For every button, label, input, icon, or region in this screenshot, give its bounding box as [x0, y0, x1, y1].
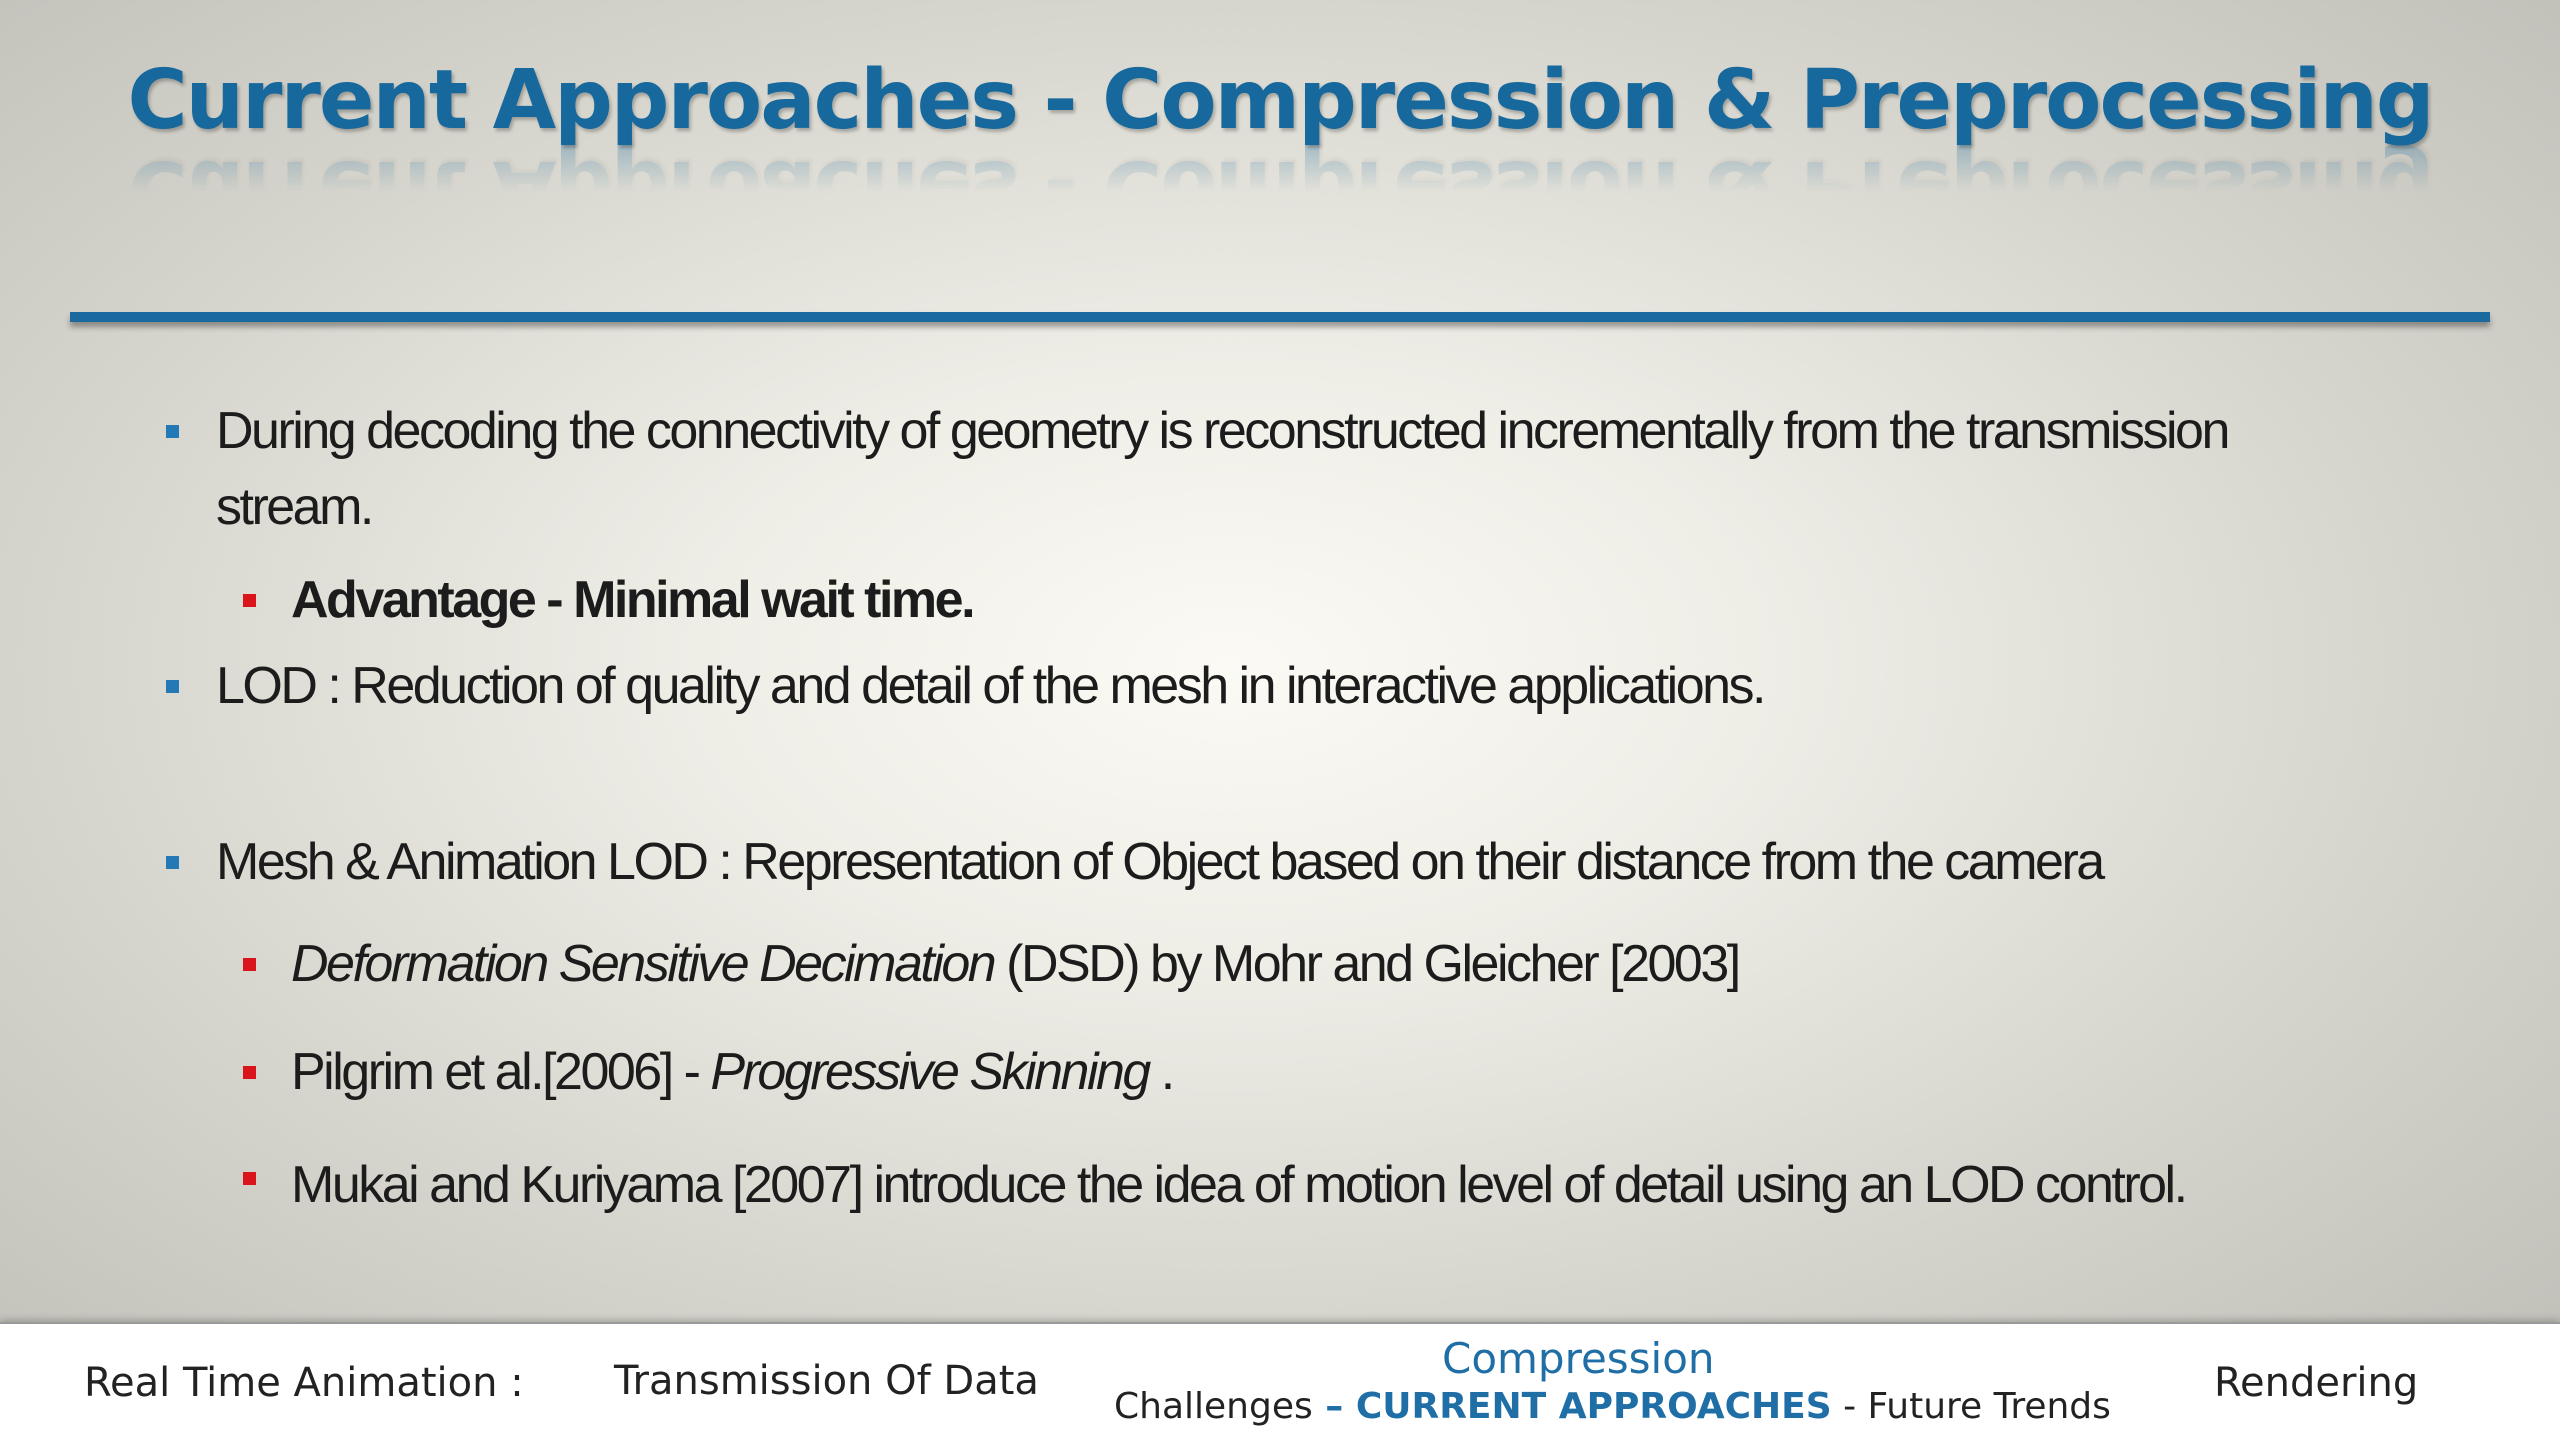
footer-subitem-challenges: Challenges [1114, 1386, 1313, 1427]
pilgrim-citation: Pilgrim et al.[2006] - [291, 1043, 711, 1101]
footer-dash-2: - [1831, 1386, 1868, 1427]
sub-item-progressive-skinning [291, 1034, 1173, 1110]
footer-subitem-future-trends: Future Trends [1867, 1386, 2111, 1427]
dsd-citation: (DSD) by Mohr and Gleicher [2003] [994, 935, 1739, 993]
advantage-label: Advantage [291, 571, 535, 629]
dsd-title: Deformation Sensitive Decimation [291, 935, 995, 993]
advantage-value: Minimal wait time. [573, 571, 974, 629]
bullet-item-decoding: During decoding the connectivity of geometry is reconstructed incrementally from the transmission stream. [216, 402, 2228, 536]
red-square-bullet-icon [243, 1066, 256, 1079]
footer-item-compression: Compression [1442, 1334, 1715, 1383]
footer-subitem-current-approaches: CURRENT APPROACHES [1355, 1386, 1832, 1427]
red-square-bullet-icon [243, 958, 256, 971]
blue-square-bullet-icon [166, 425, 179, 438]
slide-title: Current Approaches - Compression & Preprocessing [127, 53, 2433, 148]
footer-item-real-time-animation: Real Time Animation : [84, 1360, 524, 1406]
sub-item-dsd [291, 926, 1739, 1002]
footer-dash-1: – [1312, 1386, 1356, 1427]
progressive-skinning-end: . [1148, 1043, 1173, 1101]
sub-item-advantage [291, 562, 973, 638]
red-square-bullet-icon [243, 1172, 256, 1185]
footer-item-rendering: Rendering [2214, 1360, 2419, 1406]
blue-square-bullet-icon [166, 680, 179, 693]
advantage-separator: - [534, 571, 574, 629]
footer-nav-bar [0, 1322, 2560, 1440]
red-square-bullet-icon [243, 594, 256, 607]
blue-square-bullet-icon [166, 856, 179, 869]
sub-item-motion-lod: Mukai and Kuriyama [2007] introduce the idea of motion level of detail using an LOD control. [291, 1156, 2186, 1214]
footer-compression-subnav [1114, 1386, 2111, 1427]
progressive-skinning-title: Progressive Skinning [710, 1043, 1149, 1101]
footer-item-transmission-of-data: Transmission Of Data [614, 1358, 1039, 1404]
bullet-item-mesh-animation-lod: Mesh & Animation LOD : Representation of Object based on their distance from the camera [216, 833, 2103, 891]
bullet-item-lod: LOD : Reduction of quality and detail of the mesh in interactive applications. [216, 657, 1764, 715]
